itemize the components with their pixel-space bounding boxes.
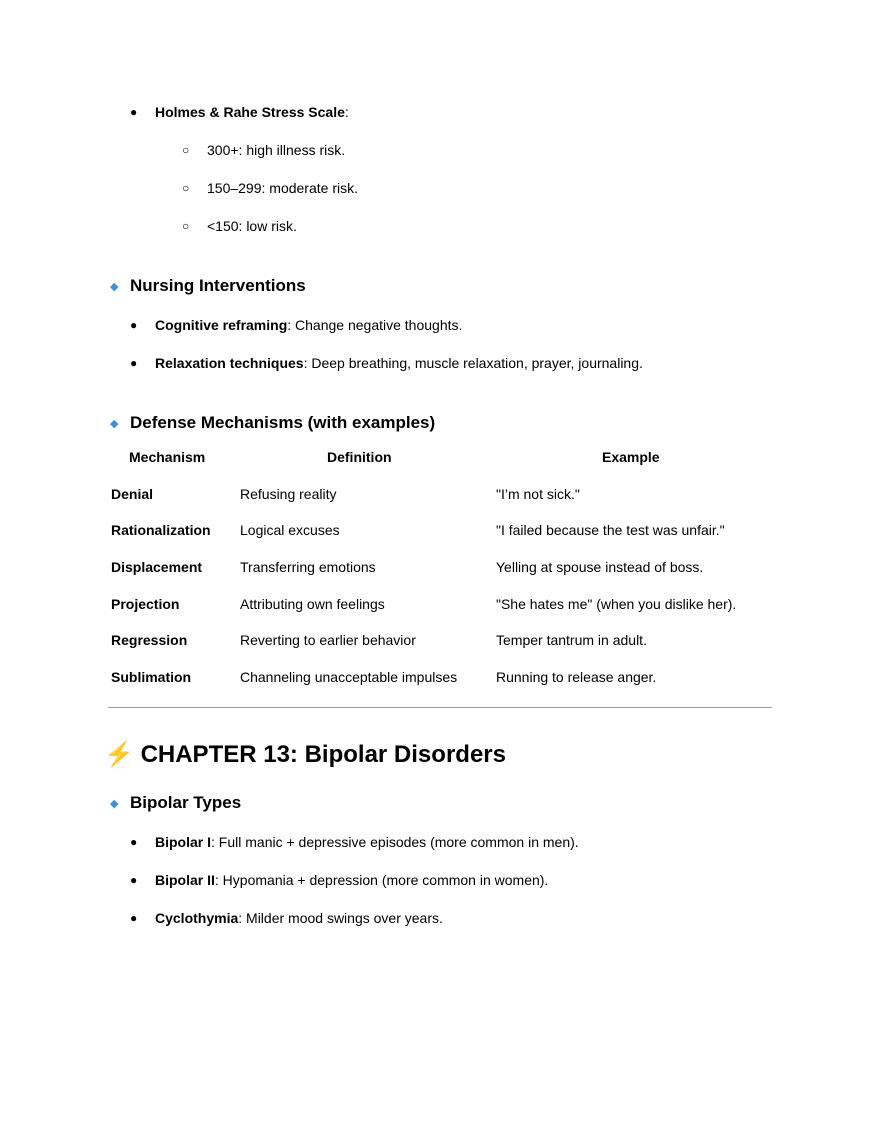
example-cell: "I’m not sick." — [496, 486, 580, 502]
chapter-title: ⚡ CHAPTER 13: Bipolar Disorders — [104, 741, 506, 768]
mechanism-cell: Regression — [111, 632, 188, 648]
example-cell: Running to release anger. — [496, 669, 657, 685]
bipolar-item: Cyclothymia: Milder mood swings over years. — [155, 910, 443, 926]
sub-bullet-icon: ○ — [182, 181, 190, 195]
bullet-icon: ● — [130, 873, 138, 887]
defense-heading: Defense Mechanisms (with examples) — [130, 413, 436, 432]
bullet-icon: ● — [130, 356, 138, 370]
diamond-icon: ◆ — [110, 798, 119, 810]
stress-level-item: <150: low risk. — [207, 218, 297, 234]
mechanism-cell: Displacement — [111, 559, 203, 575]
mechanism-cell: Sublimation — [111, 669, 192, 685]
mechanism-cell: Rationalization — [111, 522, 211, 538]
example-cell: "She hates me" (when you dislike her). — [496, 596, 737, 612]
mechanism-cell: Projection — [111, 596, 180, 612]
bipolar-item: Bipolar I: Full manic + depressive episodes (more common in men). — [155, 834, 579, 850]
definition-cell: Channeling unacceptable impulses — [240, 669, 458, 685]
bullet-icon: ● — [130, 318, 138, 332]
column-header-example: Example — [602, 449, 660, 465]
sub-bullet-icon: ○ — [182, 219, 190, 233]
mechanism-cell: Denial — [111, 486, 154, 502]
stress-scale-item: Holmes & Rahe Stress Scale: — [155, 104, 349, 120]
stress-level-item: 300+: high illness risk. — [207, 142, 346, 158]
definition-cell: Refusing reality — [240, 486, 337, 502]
bipolar-heading: Bipolar Types — [130, 793, 242, 812]
diamond-icon: ◆ — [110, 281, 119, 293]
lightning-bolt-icon: ⚡ — [104, 741, 134, 768]
example-cell: Yelling at spouse instead of boss. — [496, 559, 704, 575]
definition-cell: Logical excuses — [240, 522, 340, 538]
nursing-item: Relaxation techniques: Deep breathing, muscle relaxation, prayer, journaling. — [155, 355, 643, 371]
nursing-heading: Nursing Interventions — [130, 276, 306, 295]
definition-cell: Reverting to earlier behavior — [240, 632, 416, 648]
column-header-mechanism: Mechanism — [129, 449, 206, 465]
example-cell: "I failed because the test was unfair." — [496, 522, 725, 538]
example-cell: Temper tantrum in adult. — [496, 632, 647, 648]
bullet-icon: ● — [130, 835, 138, 849]
sub-bullet-icon: ○ — [182, 143, 190, 157]
bullet-icon: ● — [130, 105, 138, 119]
column-header-definition: Definition — [327, 449, 392, 465]
definition-cell: Attributing own feelings — [240, 596, 385, 612]
stress-level-item: 150–299: moderate risk. — [207, 180, 358, 196]
definition-cell: Transferring emotions — [240, 559, 376, 575]
nursing-item: Cognitive reframing: Change negative thoughts. — [155, 317, 463, 333]
bullet-icon: ● — [130, 911, 138, 925]
horizontal-divider — [108, 707, 772, 708]
bipolar-item: Bipolar II: Hypomania + depression (more common in women). — [155, 872, 549, 888]
diamond-icon: ◆ — [110, 418, 119, 430]
